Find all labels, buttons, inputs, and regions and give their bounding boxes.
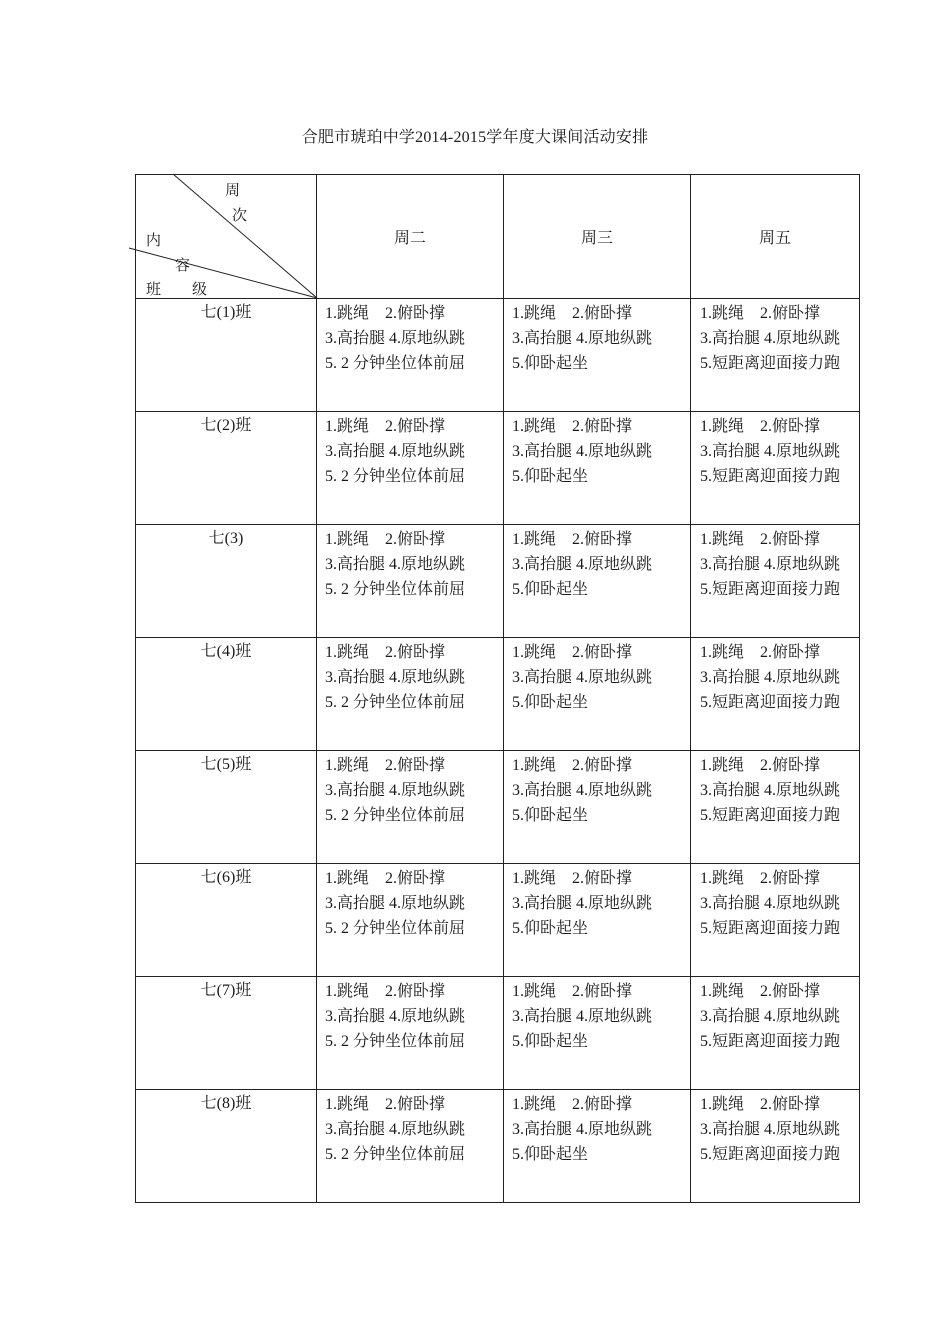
activity-line: 1.跳绳 2.俯卧撑	[512, 983, 633, 1000]
activity-line: 5. 2 分钟坐位体前屈	[325, 807, 466, 824]
table-row	[136, 412, 860, 525]
activity-cell-friday	[691, 299, 860, 412]
activity-line: 5.仰卧起坐	[512, 1033, 589, 1050]
diag-label-class-2: 级	[192, 282, 208, 298]
activity-line: 5.仰卧起坐	[512, 807, 589, 824]
table-row	[136, 1090, 860, 1203]
activity-line: 1.跳绳 2.俯卧撑	[512, 870, 633, 887]
activity-line: 5.仰卧起坐	[512, 694, 589, 711]
class-name-cell: 七(2)班	[136, 412, 317, 525]
activity-line: 1.跳绳 2.俯卧撑	[700, 983, 821, 1000]
activity-line: 1.跳绳 2.俯卧撑	[512, 644, 633, 661]
activity-line: 5.短距离迎面接力跑	[700, 694, 841, 711]
activity-cell-tuesday	[317, 525, 504, 638]
day-header-wednesday: 周三	[504, 175, 691, 299]
activity-line: 5. 2 分钟坐位体前屈	[325, 1033, 466, 1050]
activity-line: 5.短距离迎面接力跑	[700, 355, 841, 372]
day-header-friday: 周五	[691, 175, 860, 299]
activity-line: 5.短距离迎面接力跑	[700, 1146, 841, 1163]
activity-line: 5.仰卧起坐	[512, 468, 589, 485]
class-name-cell: 七(7)班	[136, 977, 317, 1090]
activity-line: 3.高抬腿 4.原地纵跳	[512, 669, 653, 686]
activity-cell-tuesday	[317, 1090, 504, 1203]
activity-cell-wednesday	[504, 525, 691, 638]
activity-line: 3.高抬腿 4.原地纵跳	[700, 1121, 841, 1138]
activity-line: 3.高抬腿 4.原地纵跳	[512, 782, 653, 799]
activity-line: 3.高抬腿 4.原地纵跳	[700, 330, 841, 347]
activity-line: 3.高抬腿 4.原地纵跳	[325, 782, 466, 799]
activity-line: 1.跳绳 2.俯卧撑	[700, 870, 821, 887]
header-row	[136, 175, 860, 299]
activity-line: 3.高抬腿 4.原地纵跳	[325, 895, 466, 912]
activity-line: 3.高抬腿 4.原地纵跳	[512, 1008, 653, 1025]
activity-cell-friday	[691, 977, 860, 1090]
activity-line: 1.跳绳 2.俯卧撑	[325, 305, 446, 322]
activity-line: 5.仰卧起坐	[512, 1146, 589, 1163]
activity-line: 3.高抬腿 4.原地纵跳	[512, 556, 653, 573]
activity-line: 3.高抬腿 4.原地纵跳	[700, 1008, 841, 1025]
page-title: 合肥市琥珀中学2014-2015学年度大课间活动安排	[301, 129, 649, 146]
activity-line: 5. 2 分钟坐位体前屈	[325, 694, 466, 711]
class-name-cell: 七(6)班	[136, 864, 317, 977]
activity-line: 5. 2 分钟坐位体前屈	[325, 920, 466, 937]
activity-line: 5.短距离迎面接力跑	[700, 920, 841, 937]
activity-line: 3.高抬腿 4.原地纵跳	[700, 782, 841, 799]
activity-line: 1.跳绳 2.俯卧撑	[700, 1096, 821, 1113]
activity-cell-tuesday	[317, 638, 504, 751]
diag-label-class-1: 班	[146, 282, 162, 298]
activity-line: 1.跳绳 2.俯卧撑	[512, 1096, 633, 1113]
activity-line: 5.短距离迎面接力跑	[700, 581, 841, 598]
day-header-tuesday: 周二	[317, 175, 504, 299]
table-row	[136, 525, 860, 638]
activity-line: 1.跳绳 2.俯卧撑	[512, 418, 633, 435]
activity-line: 3.高抬腿 4.原地纵跳	[325, 556, 466, 573]
activity-line: 5. 2 分钟坐位体前屈	[325, 1146, 466, 1163]
activity-line: 1.跳绳 2.俯卧撑	[325, 531, 446, 548]
activity-line: 3.高抬腿 4.原地纵跳	[325, 1008, 466, 1025]
activity-line: 5.短距离迎面接力跑	[700, 807, 841, 824]
activity-cell-friday	[691, 638, 860, 751]
activity-cell-tuesday	[317, 977, 504, 1090]
activity-cell-wednesday	[504, 412, 691, 525]
activity-cell-friday	[691, 1090, 860, 1203]
activity-line: 5.仰卧起坐	[512, 920, 589, 937]
activity-line: 1.跳绳 2.俯卧撑	[325, 418, 446, 435]
activity-line: 3.高抬腿 4.原地纵跳	[512, 1121, 653, 1138]
activity-line: 1.跳绳 2.俯卧撑	[325, 983, 446, 1000]
activity-line: 5.仰卧起坐	[512, 581, 589, 598]
activity-line: 3.高抬腿 4.原地纵跳	[325, 669, 466, 686]
activity-line: 1.跳绳 2.俯卧撑	[325, 757, 446, 774]
activity-cell-friday	[691, 751, 860, 864]
activity-cell-wednesday	[504, 751, 691, 864]
table-row	[136, 638, 860, 751]
activity-line: 1.跳绳 2.俯卧撑	[512, 531, 633, 548]
activity-line: 3.高抬腿 4.原地纵跳	[700, 669, 841, 686]
activity-cell-wednesday	[504, 299, 691, 412]
activity-line: 3.高抬腿 4.原地纵跳	[325, 443, 466, 460]
activity-line: 5.短距离迎面接力跑	[700, 1033, 841, 1050]
activity-line: 3.高抬腿 4.原地纵跳	[325, 330, 466, 347]
activity-cell-friday	[691, 864, 860, 977]
activity-line: 5.仰卧起坐	[512, 355, 589, 372]
activity-line: 1.跳绳 2.俯卧撑	[512, 305, 633, 322]
table-row	[136, 299, 860, 412]
activity-line: 1.跳绳 2.俯卧撑	[700, 757, 821, 774]
activity-cell-wednesday	[504, 864, 691, 977]
activity-line: 1.跳绳 2.俯卧撑	[325, 644, 446, 661]
activity-line: 3.高抬腿 4.原地纵跳	[700, 556, 841, 573]
activity-cell-wednesday	[504, 1090, 691, 1203]
activity-schedule-table	[135, 174, 860, 1203]
class-name-cell: 七(5)班	[136, 751, 317, 864]
activity-line: 5. 2 分钟坐位体前屈	[325, 581, 466, 598]
activity-cell-tuesday	[317, 299, 504, 412]
activity-cell-tuesday	[317, 412, 504, 525]
activity-cell-wednesday	[504, 977, 691, 1090]
diag-label-week-1: 周	[225, 183, 241, 199]
activity-cell-wednesday	[504, 638, 691, 751]
activity-line: 1.跳绳 2.俯卧撑	[700, 644, 821, 661]
activity-cell-friday	[691, 525, 860, 638]
diag-label-week-2: 次	[232, 208, 248, 224]
activity-line: 5. 2 分钟坐位体前屈	[325, 355, 466, 372]
table-row	[136, 977, 860, 1090]
class-name-cell: 七(3)	[136, 525, 317, 638]
table-row	[136, 864, 860, 977]
activity-line: 3.高抬腿 4.原地纵跳	[700, 443, 841, 460]
class-name-cell: 七(4)班	[136, 638, 317, 751]
diagonal-header-cell	[136, 175, 317, 299]
activity-line: 3.高抬腿 4.原地纵跳	[700, 895, 841, 912]
activity-cell-friday	[691, 412, 860, 525]
activity-line: 1.跳绳 2.俯卧撑	[325, 870, 446, 887]
activity-line: 5. 2 分钟坐位体前屈	[325, 468, 466, 485]
diag-label-content-2: 容	[175, 258, 191, 274]
activity-line: 3.高抬腿 4.原地纵跳	[512, 443, 653, 460]
class-name-cell: 七(8)班	[136, 1090, 317, 1203]
activity-line: 1.跳绳 2.俯卧撑	[700, 418, 821, 435]
activity-line: 1.跳绳 2.俯卧撑	[700, 531, 821, 548]
activity-line: 1.跳绳 2.俯卧撑	[325, 1096, 446, 1113]
activity-line: 5.短距离迎面接力跑	[700, 468, 841, 485]
activity-line: 3.高抬腿 4.原地纵跳	[512, 330, 653, 347]
activity-cell-tuesday	[317, 751, 504, 864]
table-row	[136, 751, 860, 864]
activity-line: 1.跳绳 2.俯卧撑	[700, 305, 821, 322]
activity-cell-tuesday	[317, 864, 504, 977]
diag-label-content-1: 内	[146, 233, 162, 249]
activity-line: 3.高抬腿 4.原地纵跳	[325, 1121, 466, 1138]
activity-line: 3.高抬腿 4.原地纵跳	[512, 895, 653, 912]
class-name-cell: 七(1)班	[136, 299, 317, 412]
activity-line: 1.跳绳 2.俯卧撑	[512, 757, 633, 774]
